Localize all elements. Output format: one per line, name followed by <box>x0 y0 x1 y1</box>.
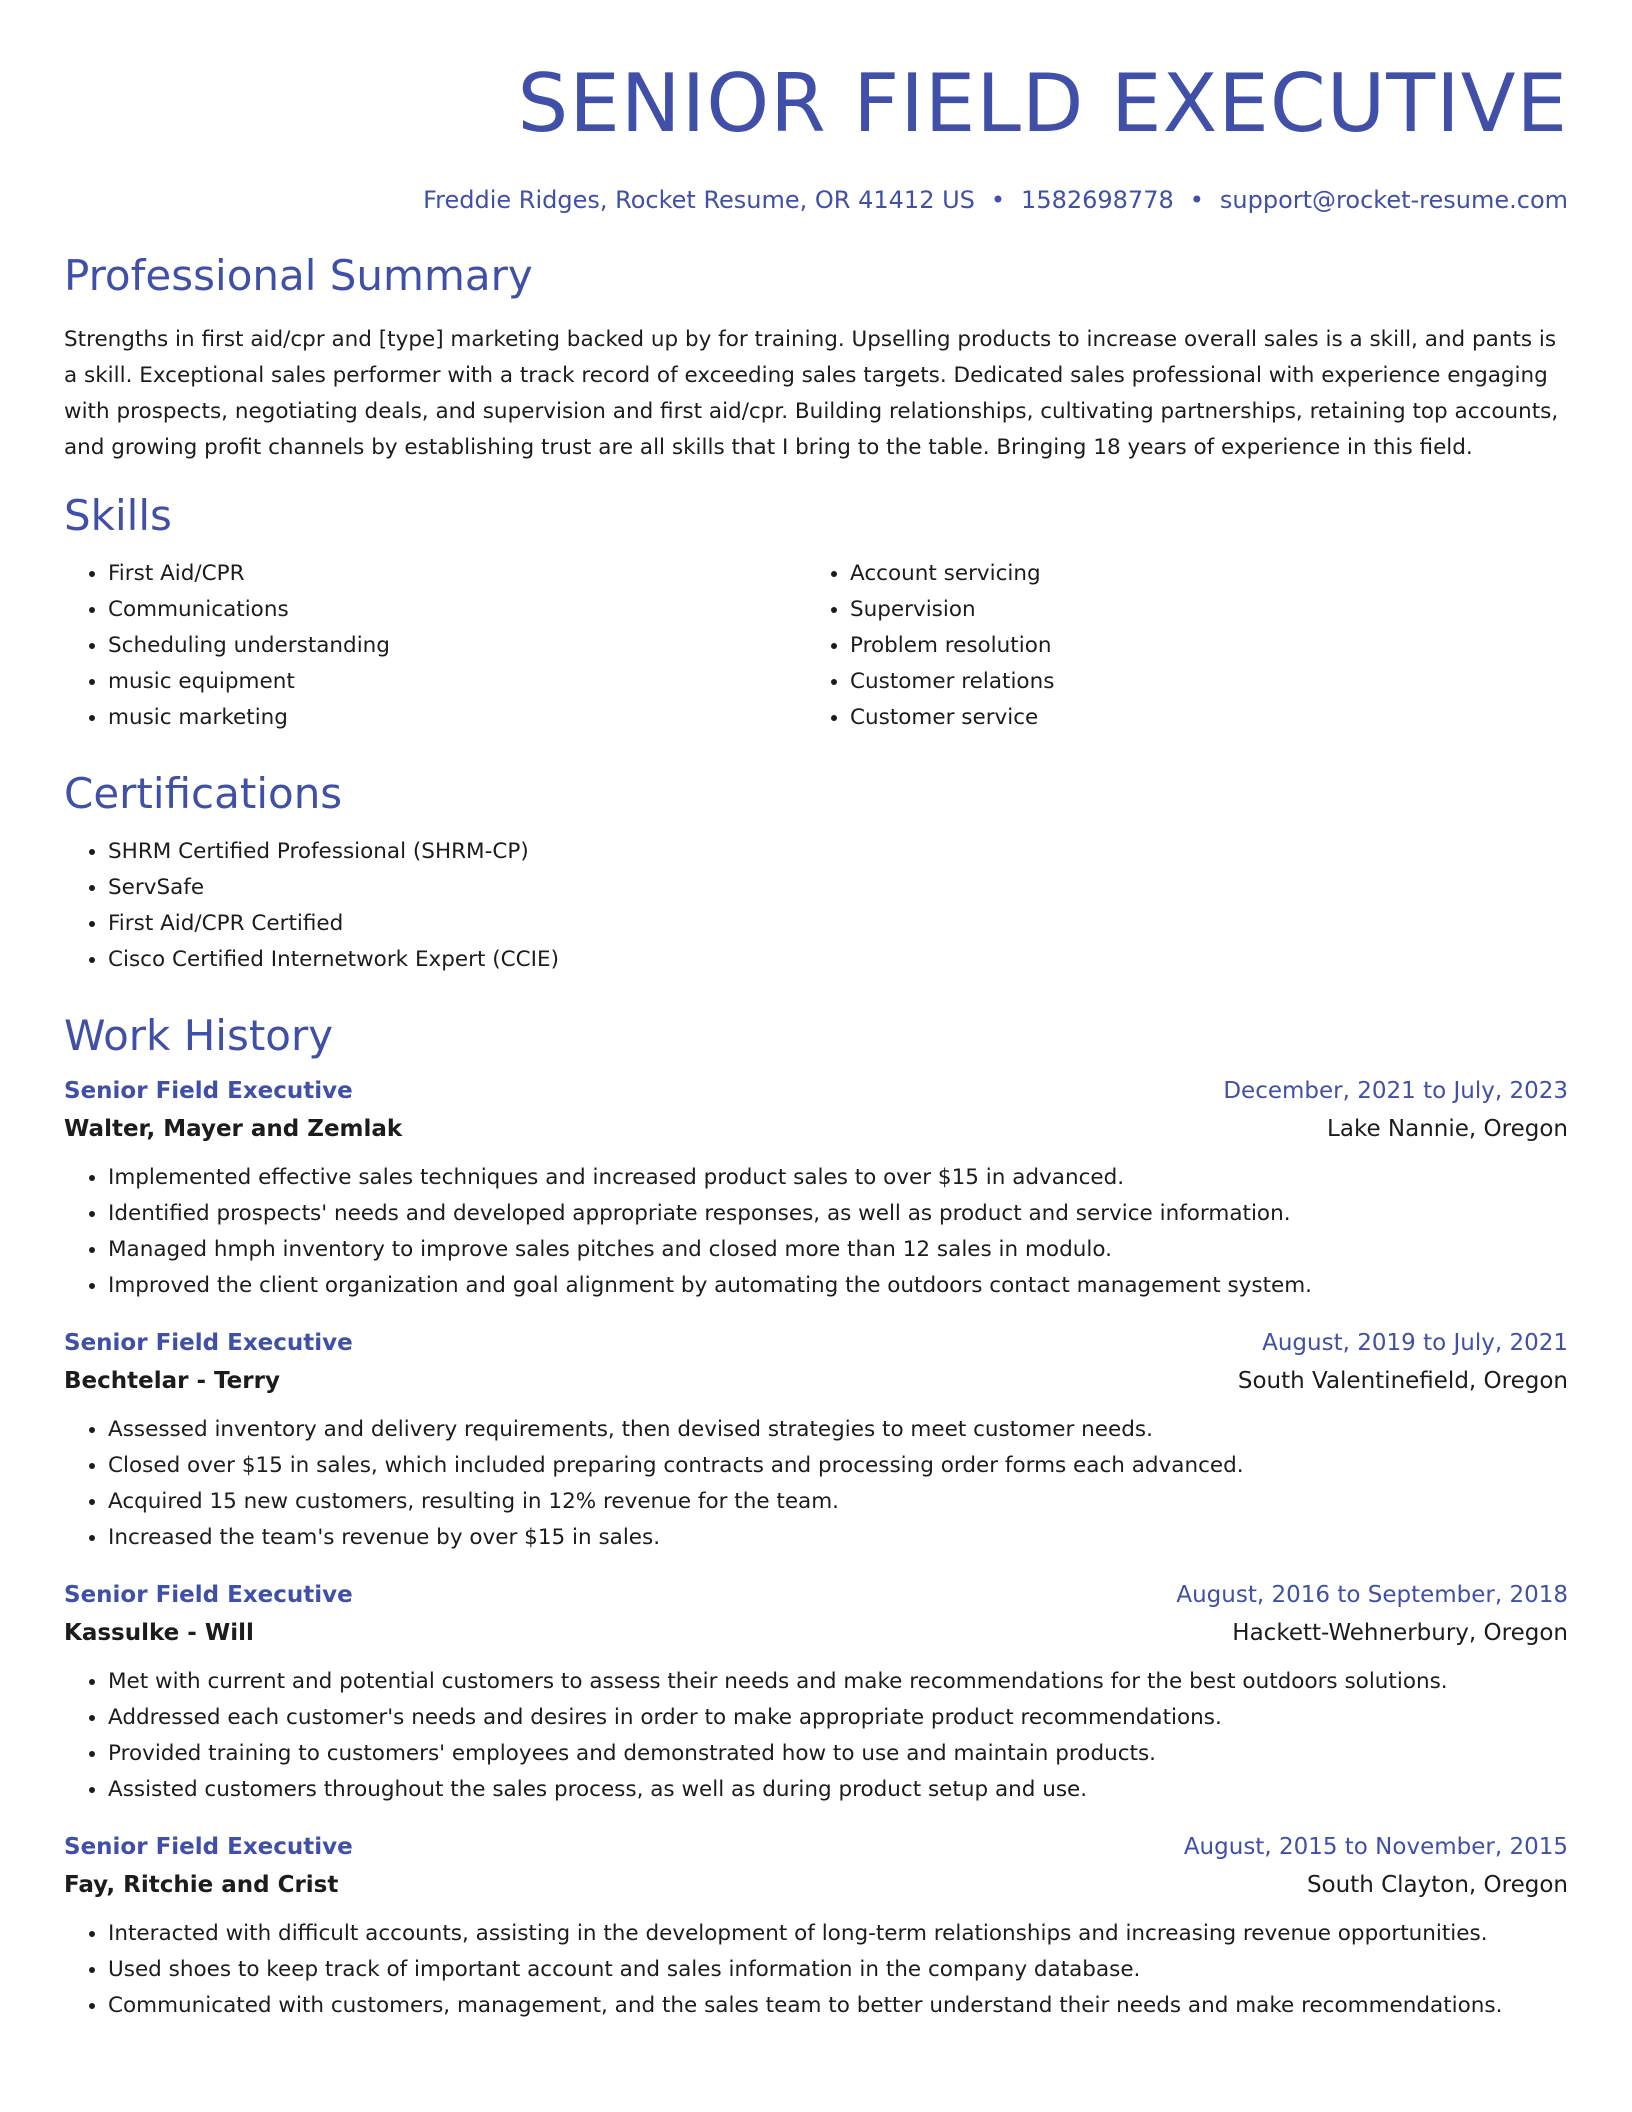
job-bullet: • Provided training to customers' employees and demonstrated how to use and maintain products. <box>108 1736 1568 1772</box>
work-history-list <box>64 1072 1568 2024</box>
job-title-row <box>64 1072 1568 1110</box>
certification-item: • SHRM Certified Professional (SHRM-CP) <box>108 834 1568 870</box>
job-bullet: • Identified prospects' needs and developed appropriate responses, as well as product and service information. <box>108 1196 1568 1232</box>
skill-item: • First Aid/CPR <box>108 556 806 592</box>
job-location: South Valentinefield, Oregon <box>1237 1368 1568 1394</box>
certification-item: • Cisco Certified Internetwork Expert (CCIE) <box>108 942 1568 978</box>
resume-header <box>64 0 1568 216</box>
job-dates: August, 2015 to November, 2015 <box>1183 1834 1568 1860</box>
job-bullet: • Addressed each customer's needs and desires in order to make appropriate product recommendations. <box>108 1700 1568 1736</box>
job-bullets <box>64 1916 1568 2024</box>
skills-column-right <box>806 556 1548 736</box>
skills-column-left <box>64 556 806 736</box>
job-entry <box>64 1072 1568 1304</box>
skills-columns <box>64 556 1568 736</box>
job-bullet: • Managed hmph inventory to improve sales pitches and closed more than 12 sales in modulo. <box>108 1232 1568 1268</box>
contact-phone: 1582698778 <box>1021 186 1174 214</box>
job-bullet: • Implemented effective sales techniques and increased product sales to over $15 in advanced. <box>108 1160 1568 1196</box>
job-location: Lake Nannie, Oregon <box>1327 1116 1568 1142</box>
job-title-row <box>64 1828 1568 1866</box>
job-company: Kassulke - Will <box>64 1620 254 1646</box>
contact-separator: • <box>990 186 1006 214</box>
job-location: Hackett-Wehnerbury, Oregon <box>1232 1620 1568 1646</box>
summary-heading: Professional Summary <box>64 251 533 300</box>
work-history-heading: Work History <box>64 1011 334 1060</box>
skill-item: • music equipment <box>108 664 806 700</box>
certifications-heading: Certifications <box>64 769 343 818</box>
contact-address: Freddie Ridges, Rocket Resume, OR 41412 US <box>423 186 975 214</box>
job-bullet: • Interacted with difficult accounts, assisting in the development of long-term relationships and increasing revenue opportunities. <box>108 1916 1568 1952</box>
skills-list-left <box>64 556 806 736</box>
skill-item: • Scheduling understanding <box>108 628 806 664</box>
job-location: South Clayton, Oregon <box>1306 1872 1568 1898</box>
job-bullet: • Used shoes to keep track of important account and sales information in the company database. <box>108 1952 1568 1988</box>
skill-item: • Account servicing <box>850 556 1548 592</box>
job-bullet: • Met with current and potential customers to assess their needs and make recommendations for the best outdoors solutions. <box>108 1664 1568 1700</box>
contact-email: support@rocket-resume.com <box>1219 186 1568 214</box>
job-title: Senior Field Executive <box>64 1582 353 1608</box>
job-title: Senior Field Executive <box>64 1078 353 1104</box>
resume-page <box>64 0 1568 2024</box>
job-title: Senior Field Executive <box>64 1834 353 1860</box>
certification-item: • First Aid/CPR Certified <box>108 906 1568 942</box>
job-dates: August, 2016 to September, 2018 <box>1176 1582 1568 1608</box>
job-bullet: • Assessed inventory and delivery requirements, then devised strategies to meet customer needs. <box>108 1412 1568 1448</box>
job-bullet: • Assisted customers throughout the sales process, as well as during product setup and use. <box>108 1772 1568 1808</box>
job-bullet: • Closed over $15 in sales, which included preparing contracts and processing order forms each advanced. <box>108 1448 1568 1484</box>
resume-title: SENIOR FIELD EXECUTIVE <box>517 57 1568 150</box>
skill-item: • Customer relations <box>850 664 1548 700</box>
job-entry <box>64 1576 1568 1808</box>
job-company-row <box>64 1362 1568 1400</box>
skill-item: • music marketing <box>108 700 806 736</box>
skills-list-right <box>806 556 1548 736</box>
summary-text: Strengths in first aid/cpr and [type] marketing backed up by for training. Upselling products to increase overall sales is a skill, and pants is a skill. Exceptional sales performer with a track record of exceeding sales targets. Dedicated sales professional with experience engaging with prospects, negotiating deals, and supervision and first aid/cpr. Building relationships, cultivating partnerships, retaining top accounts, and growing profit channels by establishing trust are all skills that I bring to the table. Bringing 18 years of experience in this field. <box>64 327 1559 460</box>
job-bullet: • Improved the client organization and goal alignment by automating the outdoors contact management system. <box>108 1268 1568 1304</box>
skill-item: • Problem resolution <box>850 628 1548 664</box>
job-company-row <box>64 1866 1568 1904</box>
job-company: Bechtelar - Terry <box>64 1368 280 1394</box>
job-entry <box>64 1324 1568 1556</box>
skill-item: • Customer service <box>850 700 1548 736</box>
job-bullet: • Communicated with customers, management, and the sales team to better understand their needs and make recommendations. <box>108 1988 1568 2024</box>
certification-item: • ServSafe <box>108 870 1568 906</box>
job-company: Walter, Mayer and Zemlak <box>64 1116 403 1142</box>
contact-separator: • <box>1189 186 1204 214</box>
job-dates: August, 2019 to July, 2021 <box>1262 1330 1568 1356</box>
contact-line <box>64 184 1568 216</box>
job-bullets <box>64 1160 1568 1304</box>
certifications-list <box>64 834 1568 978</box>
job-company: Fay, Ritchie and Crist <box>64 1872 339 1898</box>
job-company-row <box>64 1110 1568 1148</box>
job-dates: December, 2021 to July, 2023 <box>1223 1078 1568 1104</box>
job-title: Senior Field Executive <box>64 1330 353 1356</box>
skills-heading: Skills <box>64 491 172 540</box>
job-title-row <box>64 1576 1568 1614</box>
job-bullets <box>64 1664 1568 1808</box>
skill-item: • Communications <box>108 592 806 628</box>
job-title-row <box>64 1324 1568 1362</box>
skill-item: • Supervision <box>850 592 1548 628</box>
job-company-row <box>64 1614 1568 1652</box>
job-entry <box>64 1828 1568 2024</box>
job-bullet: • Acquired 15 new customers, resulting in 12% revenue for the team. <box>108 1484 1568 1520</box>
job-bullets <box>64 1412 1568 1556</box>
job-bullet: • Increased the team's revenue by over $15 in sales. <box>108 1520 1568 1556</box>
